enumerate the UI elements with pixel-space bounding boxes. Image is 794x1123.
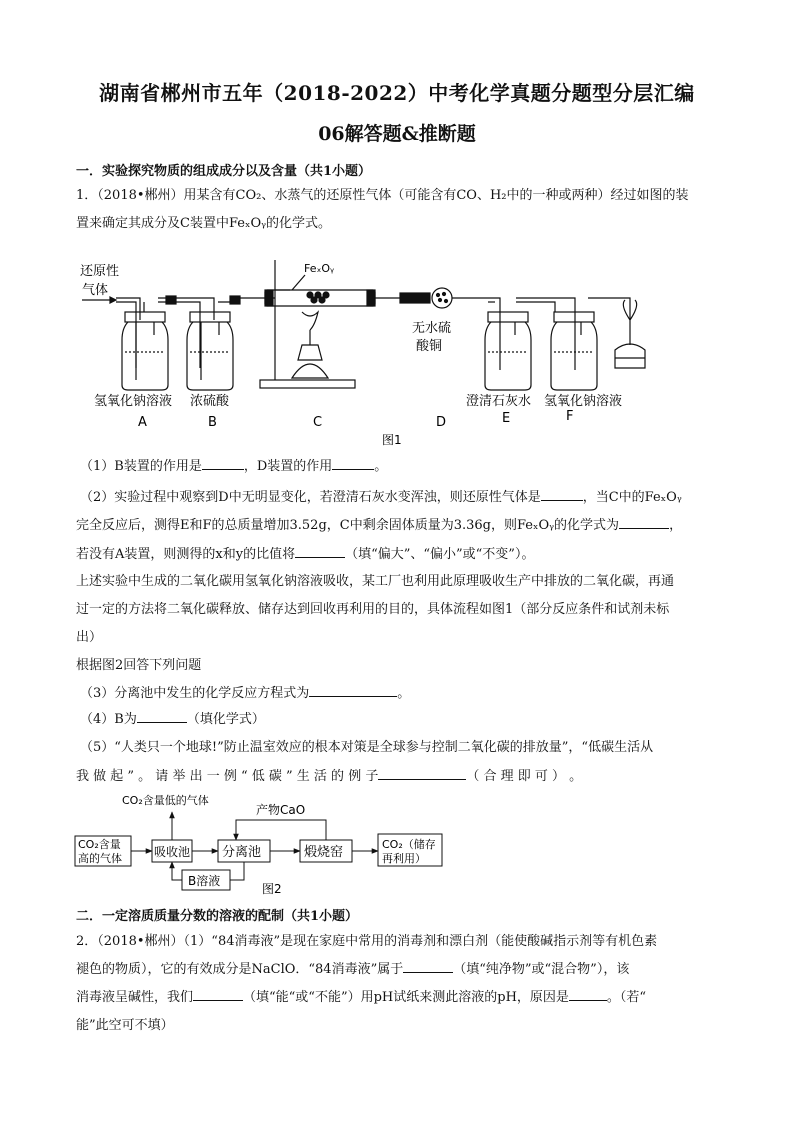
q2-line-4: 能”此空可不填） — [76, 1018, 174, 1033]
figure-2-flowchart — [70, 790, 470, 898]
box-5-line-2: 再利用） — [382, 852, 426, 865]
document-subtitle: 06解答题&推断题 — [318, 123, 476, 145]
q1-part-5-line-1: （5）“人类只一个地球!”防止温室效应的根本对策是全球参与控制二氧化碳的排放量”，“低碳生活从 — [80, 740, 654, 755]
label-a: A — [138, 415, 147, 430]
fexoy-label: FeₓOᵧ — [304, 262, 335, 275]
q1-part-3-text: （3）分离池中发生的化学反应方程式为 — [80, 686, 310, 701]
anhydrous-label-1: 无水硫 — [412, 321, 452, 336]
q2-line-3-text-a: 消毒液呈碱性，我们 — [76, 990, 194, 1005]
gas-label-1: 还原性 — [80, 264, 120, 279]
intro-para-line-1: 上述实验中生成的二氧化碳用氢氧化钠溶液吸收，某工厂也利用此原理吸收生产中排放的二氧化碳，再通 — [76, 574, 675, 589]
q1-part-1-text-c: 。 — [374, 459, 388, 474]
q1-part-2-line-3-end: （填“偏大”、“偏小”或“不变”）。 — [345, 547, 535, 562]
figure-1-apparatus — [70, 250, 670, 450]
box-4-label: 煅烧窑 — [304, 845, 344, 860]
answer-blank-equation[interactable] — [309, 684, 397, 697]
section-1-heading: 一．实验探究物质的组成成分以及含量（共1小题） — [76, 164, 372, 179]
q1-part-2-line-2-end: ， — [669, 518, 683, 533]
gas-label-2: 气体 — [82, 283, 109, 298]
q1-part-2-line-2-text: 完全反应后，测得E和F的总质量增加3.52g，C中剩余固体质量为3.36g，则FeₓOᵧ的化学式为 — [76, 518, 620, 533]
bottle-b — [187, 312, 233, 390]
label-b-solution: 浓硫酸 — [190, 394, 230, 409]
combustion-tube-c — [265, 275, 375, 306]
label-e: E — [502, 411, 511, 426]
q2-line-2-text-b: （填“纯净物”或“混合物”），该 — [453, 962, 630, 977]
bottle-a — [122, 312, 168, 390]
q2-line-3-text-c: 。（若“ — [606, 990, 647, 1005]
q1-part-4-text: （4）B为 — [80, 712, 137, 727]
answer-blank-can-cannot[interactable] — [193, 988, 243, 1001]
label-low-co2-gas: CO₂含量低的气体 — [122, 794, 209, 807]
q1-part-2-text-b: ，当C中的FeₓOᵧ — [582, 490, 682, 505]
q1-part-1-text-a: （1）B装置的作用是 — [80, 459, 202, 474]
burner-c — [292, 312, 328, 378]
drying-tube-d — [375, 288, 480, 308]
q1-part-3-end: 。 — [397, 686, 411, 701]
q1-part-1-text-b: ，D装置的作用 — [243, 459, 333, 474]
bottle-e — [485, 312, 531, 390]
answer-blank-formula[interactable] — [619, 516, 669, 529]
intro-para-line-3: 出） — [76, 630, 103, 645]
figure-1-caption: 图1 — [382, 433, 402, 447]
label-d: D — [436, 415, 447, 430]
q2-line-2-text-a: 褪色的物质），它的有效成分是NaClO．“84消毒液”属于 — [76, 962, 404, 977]
q1-part-5-line-2-text: 我 做 起 ” 。 请 举 出 一 例 “ 低 碳 ” 生 活 的 例 子 — [76, 769, 379, 784]
q1-line-1: 1．（2018•郴州）用某含有CO₂、水蒸气的还原性气体（可能含有CO、H₂中的一种或两种）经过如图的装 — [76, 188, 689, 203]
box-2-label: 吸收池 — [154, 845, 191, 859]
answer-blank-b-function[interactable] — [202, 457, 244, 470]
q1-part-3 — [80, 682, 410, 706]
q1-part-2-text-a: （2）实验过程中观察到D中无明显变化，若澄清石灰水变浑浊，则还原性气体是 — [80, 490, 541, 505]
box-3-label: 分离池 — [222, 845, 262, 860]
label-b-solution: B溶液 — [188, 874, 221, 888]
box-5-line-1: CO₂（储存 — [382, 838, 436, 851]
section-2-heading: 二．一定溶质质量分数的溶液的配制（共1小题） — [76, 909, 359, 924]
q1-part-4 — [80, 708, 265, 732]
label-f: F — [566, 409, 574, 424]
iron-stand — [260, 260, 355, 388]
anhydrous-label-2: 酸铜 — [416, 339, 443, 354]
document-title: 湖南省郴州市五年（2018-2022）中考化学真题分题型分层汇编 — [99, 81, 695, 105]
answer-blank-ratio[interactable] — [295, 545, 345, 558]
figure-2-caption: 图2 — [262, 882, 282, 896]
label-product-cao: 产物CaO — [256, 803, 306, 817]
q1-part-5-line-2-end: （ 合 理 即 可 ） 。 — [466, 769, 583, 784]
label-f-solution: 氢氧化钠溶液 — [544, 394, 623, 409]
answer-blank-reducing-gas[interactable] — [541, 488, 583, 501]
q1-part-2-line-3-text: 若没有A装置，则测得的x和y的比值将 — [76, 547, 296, 562]
label-c: C — [313, 415, 323, 430]
q2-line-2 — [76, 958, 721, 982]
q1-part-1 — [80, 455, 387, 479]
label-a-solution: 氢氧化钠溶液 — [94, 394, 173, 409]
q2-line-3 — [76, 986, 721, 1010]
answer-blank-low-carbon[interactable] — [378, 767, 466, 780]
box-1-line-2: 高的气体 — [78, 852, 122, 865]
q1-part-2-line-2 — [76, 514, 721, 538]
q1-line-2: 置来确定其成分及C装置中FeₓOᵧ的化学式。 — [76, 216, 332, 231]
answer-blank-b-formula[interactable] — [137, 710, 187, 723]
answer-blank-d-function[interactable] — [332, 457, 374, 470]
box-1-line-1: CO₂含量 — [78, 838, 121, 851]
answer-blank-reason[interactable] — [569, 988, 607, 1001]
bottle-f — [551, 312, 597, 390]
answer-blank-substance-type[interactable] — [403, 960, 453, 973]
intro-para-line-4: 根据图2回答下列问题 — [76, 658, 202, 673]
q1-part-5-line-2 — [76, 765, 721, 789]
label-e-solution: 澄清石灰水 — [466, 394, 532, 409]
q2-line-1: 2．（2018•郴州）（1）“84消毒液”是现在家庭中常用的消毒剂和漂白剂（能使酸碱指示剂等有机色素 — [76, 934, 658, 949]
label-b: B — [208, 415, 217, 430]
q2-line-3-text-b: （填“能“或“不能”）用pH试纸来测此溶液的pH，原因是 — [243, 990, 569, 1005]
q1-part-2-line-3 — [76, 543, 721, 567]
q1-part-4-end: （填化学式） — [186, 712, 265, 727]
q1-part-2-line-1 — [80, 486, 682, 510]
intro-para-line-2: 过一定的方法将二氧化碳释放、储存达到回收再利用的目的，具体流程如图1（部分反应条件和试剂未标 — [76, 602, 670, 617]
